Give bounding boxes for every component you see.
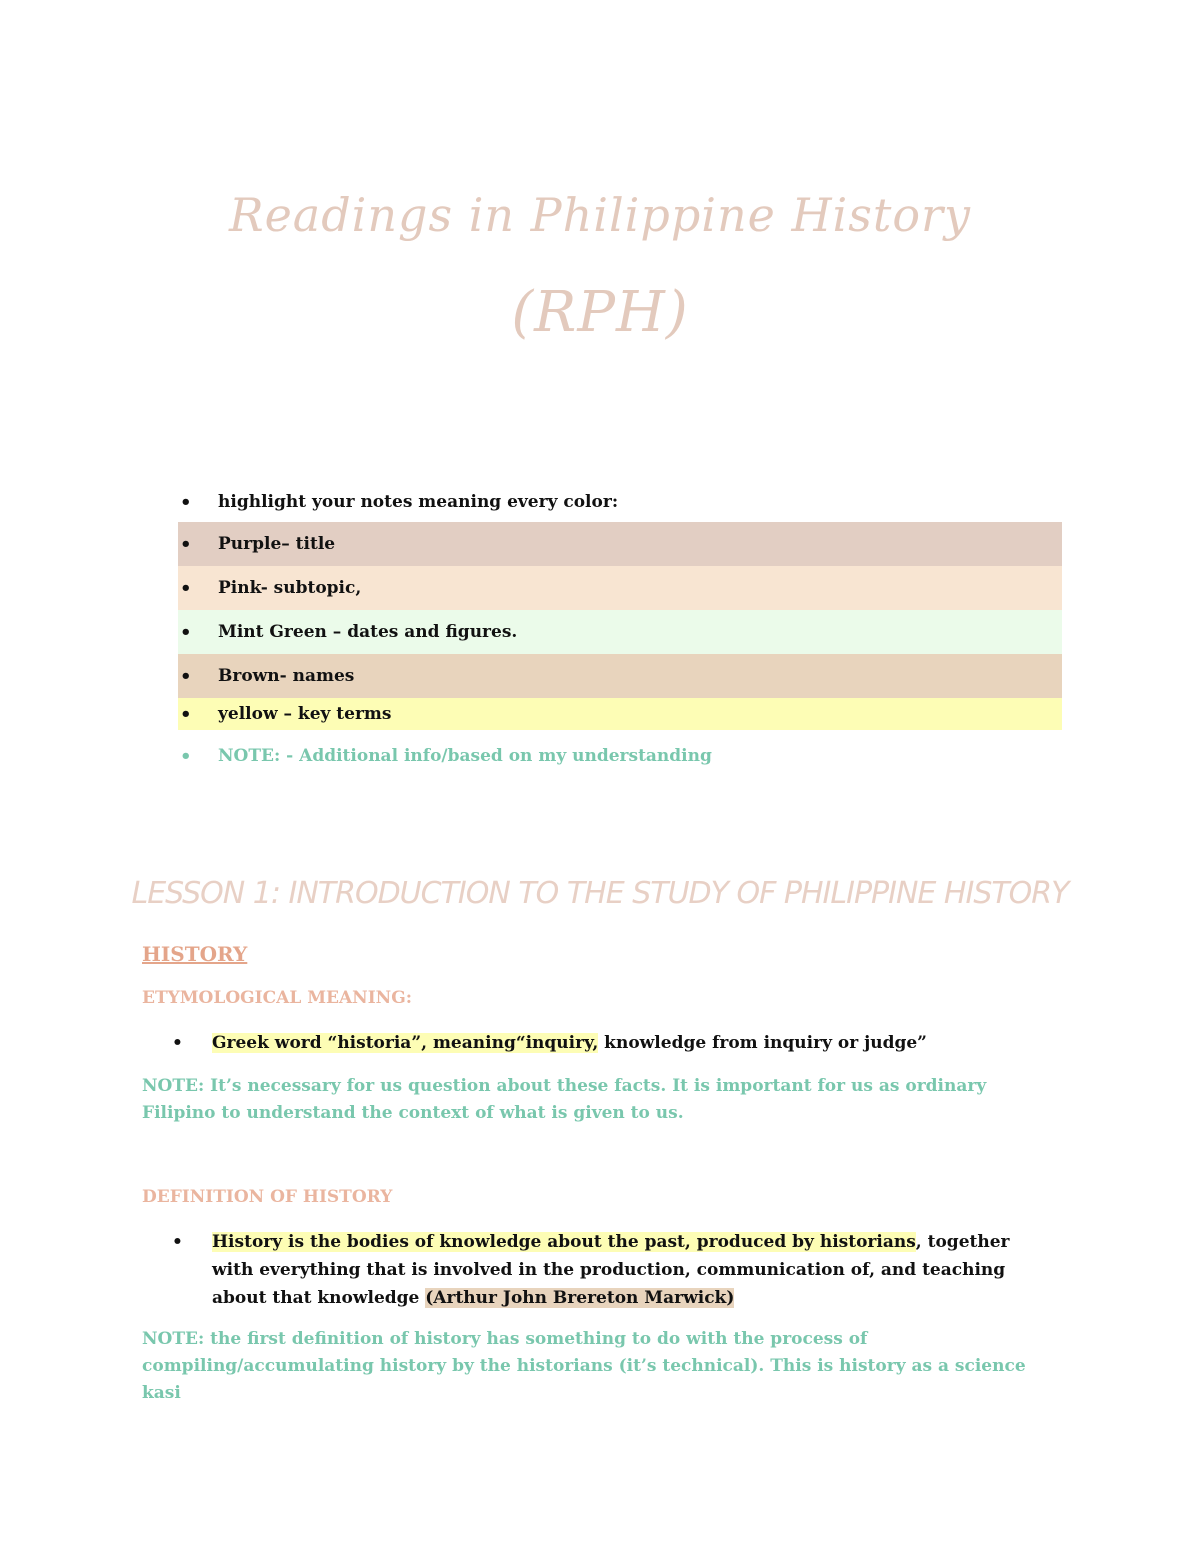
- name-highlight: (Arthur John Brereton Marwick): [425, 1288, 735, 1308]
- list-item-rest: knowledge from inquiry or judge”: [598, 1033, 927, 1053]
- color-legend: [178, 482, 1062, 776]
- list-item-etymology: [142, 1029, 1042, 1057]
- bullet-icon: •: [172, 1232, 183, 1252]
- document-title: Readings in Philippine History: [228, 188, 972, 242]
- legend-note: [178, 736, 1062, 776]
- bullet-icon: •: [180, 745, 192, 767]
- list-item-text: [212, 1228, 1042, 1312]
- lesson-heading: LESSON 1: INTRODUCTION TO THE STUDY OF PHILIPPINE HISTORY: [131, 876, 1069, 911]
- note-definition: NOTE: the first definition of history has something to do with the process of compiling/accumulating history by the historians (it’s technical). This is history as a science kasi: [142, 1329, 1026, 1403]
- legend-item-label: Brown- names: [218, 666, 355, 686]
- bullet-icon: •: [180, 703, 192, 725]
- list-item-definition: [142, 1228, 1042, 1312]
- legend-item-label: Purple– title: [218, 534, 336, 554]
- legend-note-text: NOTE: - Additional info/based on my understanding: [218, 746, 712, 766]
- legend-intro-text: highlight your notes meaning every color:: [218, 492, 619, 512]
- key-term-highlight: History is the bodies of knowledge about the past, produced by historians: [212, 1232, 916, 1252]
- key-term-highlight: Greek word “historia”, meaning“inquiry,: [212, 1033, 599, 1053]
- legend-item-label: Pink- subtopic,: [218, 578, 362, 598]
- bullet-icon: •: [180, 491, 192, 513]
- legend-item-pink: [178, 566, 1062, 610]
- bullet-icon: •: [172, 1033, 183, 1053]
- legend-item-label: Mint Green – dates and figures.: [218, 622, 518, 642]
- list-item-middle: , together with everything that is involved in the production, communication of, and teaching about that knowledge: [212, 1232, 1010, 1308]
- list-item-text: [212, 1029, 1042, 1057]
- bullet-icon: •: [180, 665, 192, 687]
- legend-item-brown: [178, 654, 1062, 698]
- legend-item-yellow: [178, 698, 1062, 730]
- bullet-icon: •: [180, 533, 192, 555]
- document-title-abbreviation: (RPH): [511, 280, 689, 345]
- legend-item-label: yellow – key terms: [218, 704, 392, 724]
- legend-item-mint-green: [178, 610, 1062, 654]
- legend-item-purple: [178, 522, 1062, 566]
- subheading-definition: DEFINITION OF HISTORY: [142, 1187, 393, 1207]
- section-heading-history: HISTORY: [142, 942, 248, 966]
- bullet-icon: •: [180, 621, 192, 643]
- note-etymology: NOTE: It’s necessary for us question about these facts. It is important for us as ordinary Filipino to understand the context of what is given to us.: [142, 1076, 987, 1123]
- legend-intro: [178, 482, 1062, 522]
- subheading-etymology: ETYMOLOGICAL MEANING:: [142, 988, 412, 1008]
- bullet-icon: •: [180, 577, 192, 599]
